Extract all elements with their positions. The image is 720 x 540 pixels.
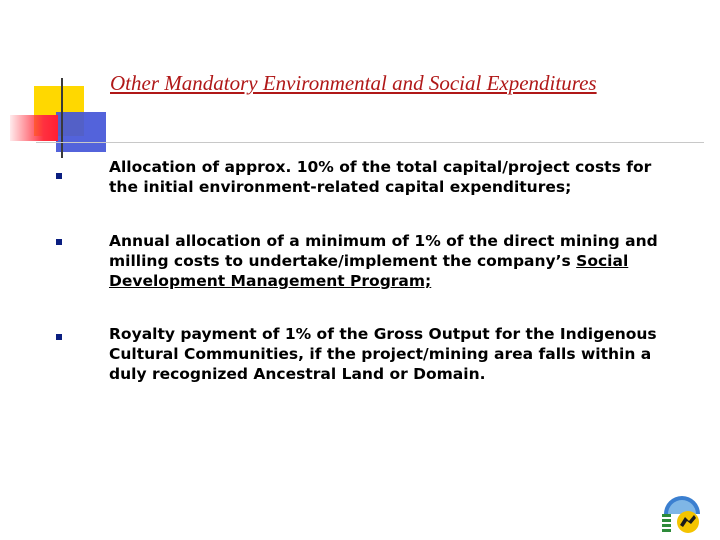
slide-title: Other Mandatory Environmental and Social Expenditures [110,71,597,95]
bullet-text: Allocation of approx. 10% of the total capital/project costs for the initial environment-related capital expenditures; [109,158,652,196]
decorative-red-bar [10,115,58,141]
decorative-blue-square [56,112,106,152]
bullet-text: Royalty payment of 1% of the Gross Output for the Indigenous Cultural Communities, if the project/mining area falls within a duly recognized Ancestral Land or Domain. [109,325,657,383]
square-bullet-icon [56,173,62,179]
bullet-text-part: Annual allocation of a minimum of 1% of the direct mining and milling costs to undertake/implement the company’s [109,232,658,270]
title-divider [36,142,704,143]
decorative-vertical-line [61,78,63,158]
bullet-text [109,231,669,291]
bullet-text-underlined: Social Development Management Program; [109,252,629,290]
square-bullet-icon [56,334,62,340]
agency-logo-icon [658,492,706,534]
square-bullet-icon [56,239,62,245]
